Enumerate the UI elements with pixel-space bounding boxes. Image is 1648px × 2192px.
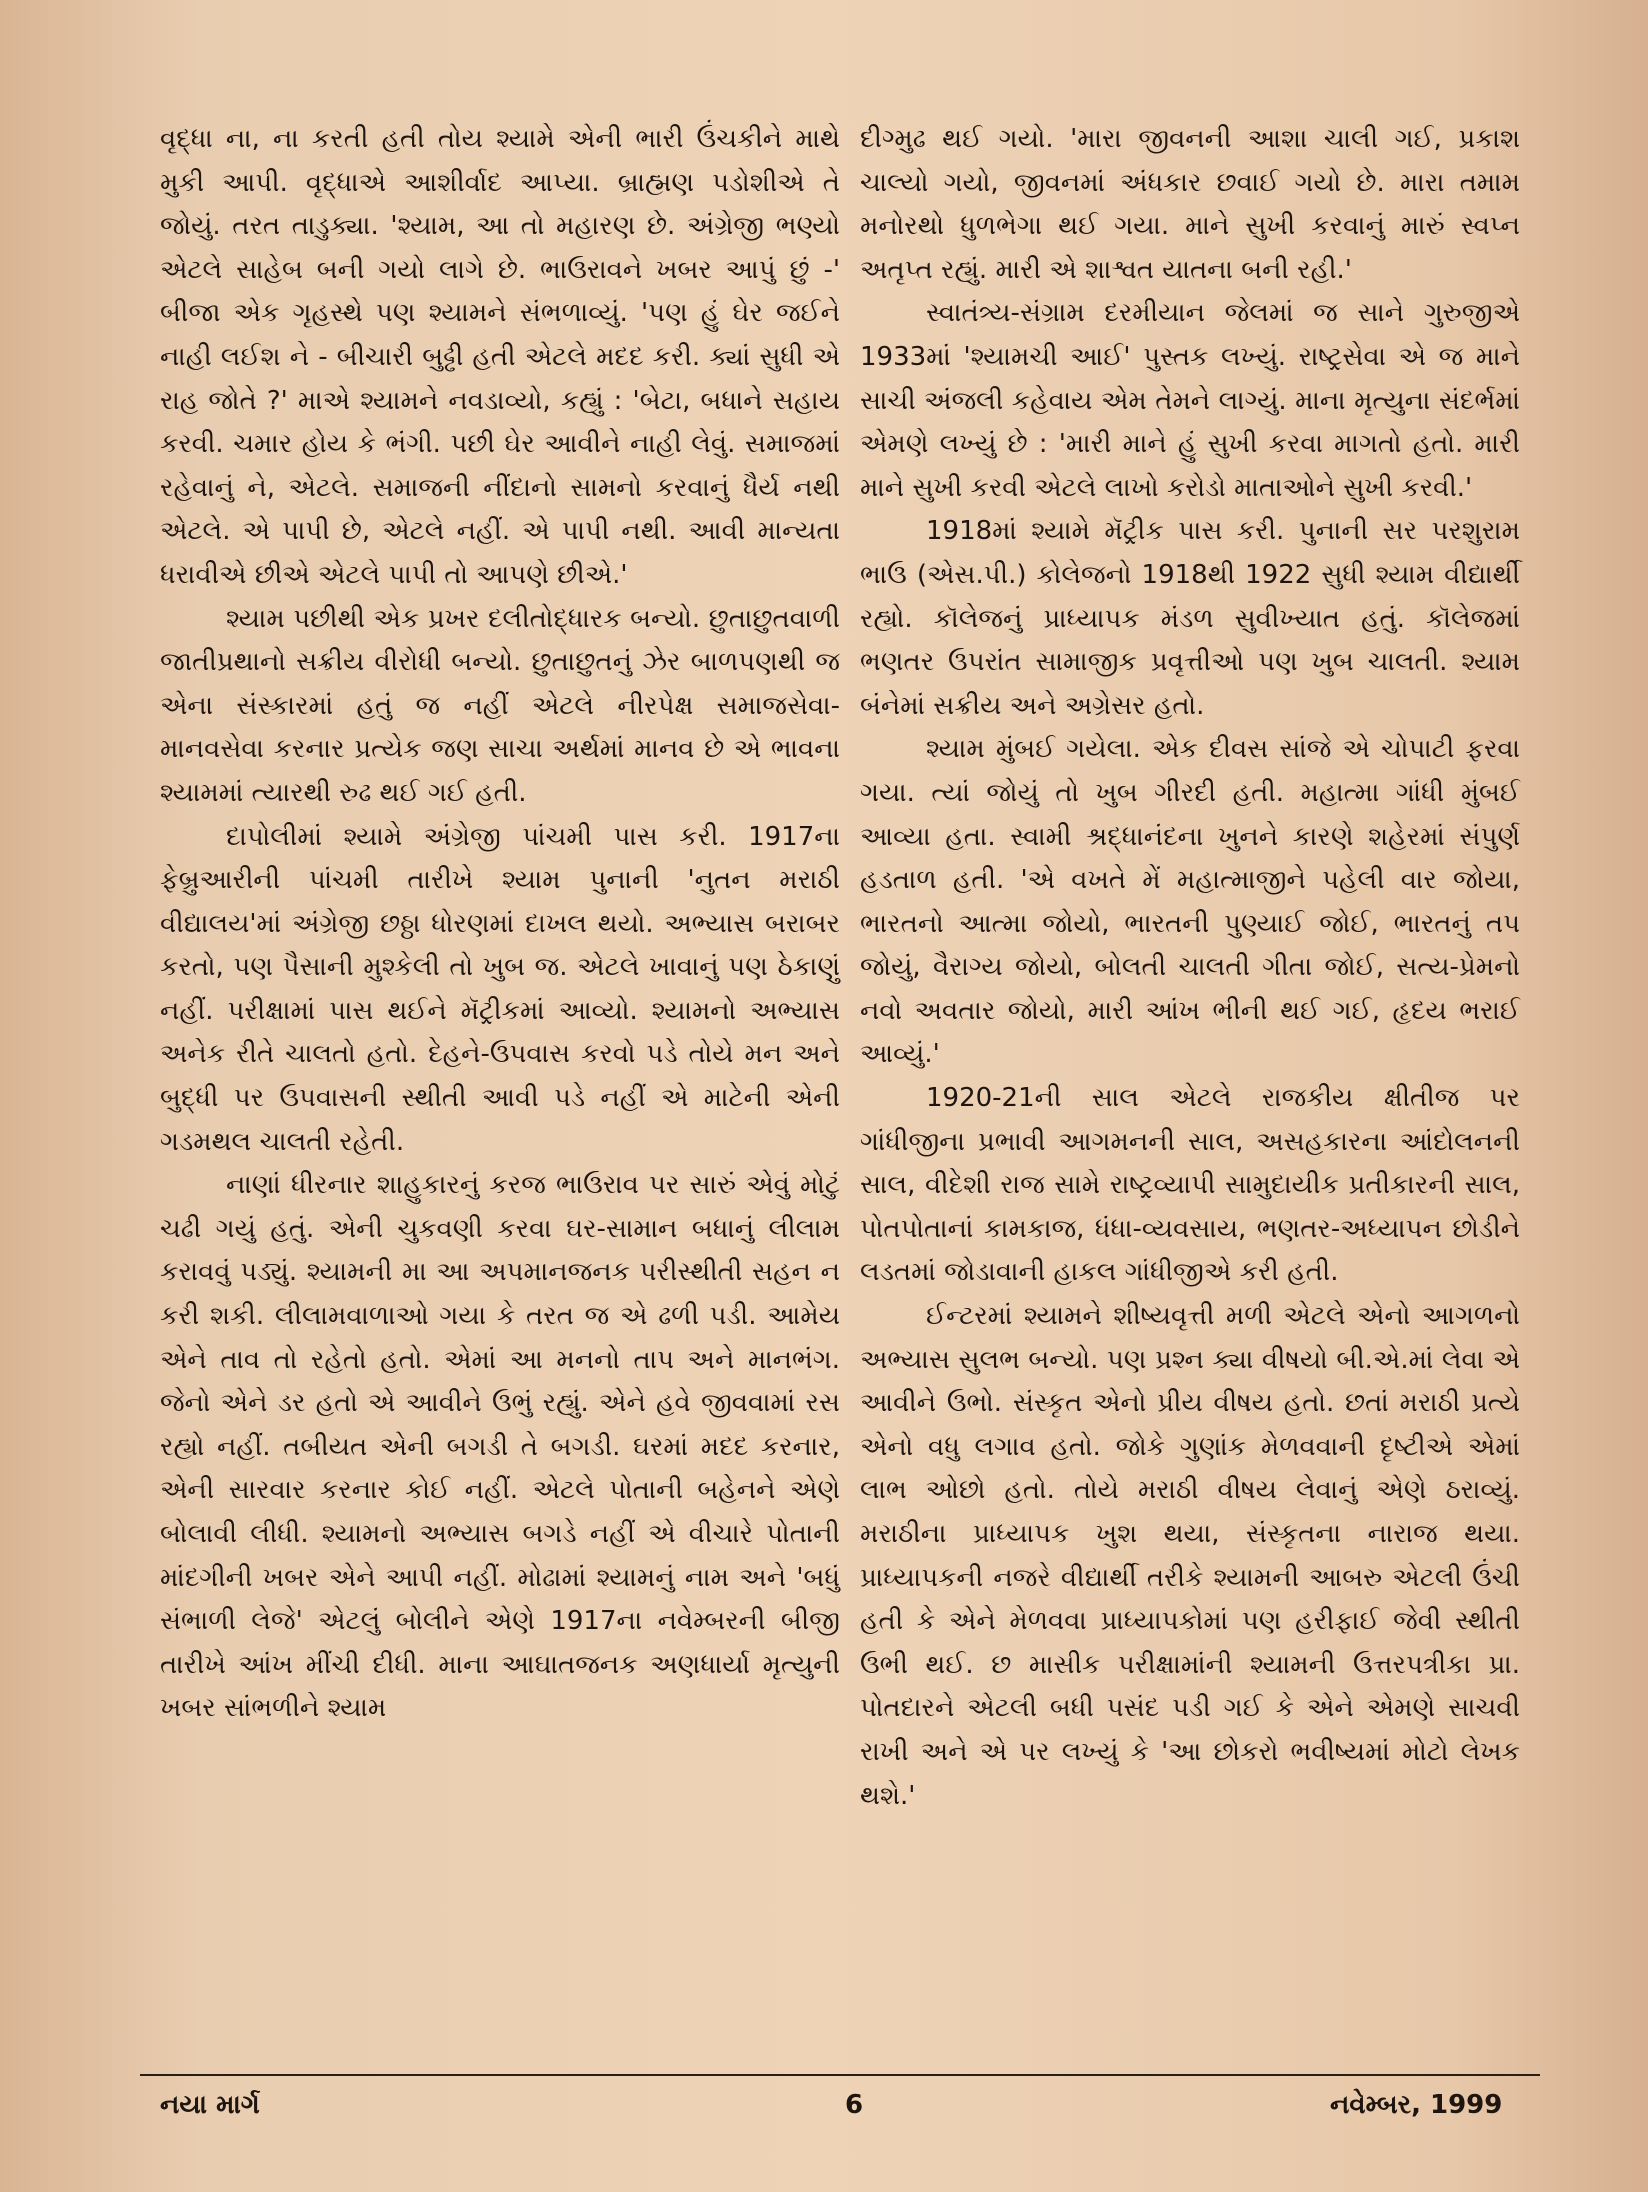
- paragraph: 1920-21ની સાલ એટલે રાજકીય ક્ષીતીજ પર ગાંધીજીના પ્રભાવી આગમનની સાલ, અસહકારના આંદોલનની સાલ, વીદેશી રાજ સામે રાષ્ટ્રવ્યાપી સામુદાયીક પ્રતીકારની સાલ, પોતપોતાનાં કામકાજ, ધંધા-વ્યવસાય, ભણતર-અધ્યાપન છોડીને લડતમાં જોડાવાની હાકલ ગાંધીજીએ કરી હતી.: [860, 1083, 1520, 1288]
- paragraph: શ્યામ પછીથી એક પ્રખર દલીતોદ્ધારક બન્યો. છુતાછુતવાળી જાતીપ્રથાનો સક્રીય વીરોધી બન્યો. છુતાછુતનું ઝેર બાળપણથી જ એના સંસ્કારમાં હતું જ નહીં એટલે નીરપેક્ષ સમાજસેવા- માનવસેવા કરનાર પ્રત્યેક જણ સાચા અર્થમાં માનવ છે એ ભાવના શ્યામમાં ત્યારથી રુઢ થઈ ગઈ હતી.: [160, 603, 840, 808]
- paragraph: નાણાં ધીરનાર શાહુકારનું કરજ ભાઉરાવ પર સારું એવું મોટું ચઢી ગયું હતું. એની ચુકવણી કરવા ઘર-સામાન બધાનું લીલામ કરાવવું પડ્યું. શ્યામની મા આ અપમાનજનક પરીસ્થીતી સહન ન કરી શકી. લીલામવાળાઓ ગયા કે તરત જ એ ઢળી પડી. આમેય એને તાવ તો રહેતો હતો. એમાં આ મનનો તાપ અને માનભંગ. જેનો એને ડર હતો એ આવીને ઉભું રહ્યું. એને હવે જીવવામાં રસ રહ્યો નહીં. તબીયત એની બગડી તે બગડી. ઘરમાં મદદ કરનાર, એની સારવાર કરનાર કોઈ નહીં. એટલે પોતાની બહેનને એણે બોલાવી લીધી. શ્યામનો અભ્યાસ બગડે નહીં એ વીચારે પોતાની માંદગીની ખબર એને આપી નહીં. મોઢામાં શ્યામનું નામ અને 'બધું સંભાળી લેજે' એટલું બોલીને એણે 1917ના નવેમ્બરની બીજી તારીખે આંખ મીંચી દીધી. માના આઘાતજનક અણધાર્યા મૃત્યુની ખબર સાંભળીને શ્યામ: [160, 1170, 840, 1724]
- page-number: 6: [845, 2090, 864, 2120]
- paragraph: દીગ્મુઢ થઈ ગયો. 'મારા જીવનની આશા ચાલી ગઈ, પ્રકાશ ચાલ્યો ગયો, જીવનમાં અંધકાર છવાઈ ગયો છે. મારા તમામ મનોરથો ધુળભેગા થઈ ગયા. માને સુખી કરવાનું મારું સ્વપ્ન અતૃપ્ત રહ્યું. મારી એ શાશ્વત યાતના બની રહી.': [860, 124, 1520, 285]
- issue-date: નવેમ્બર, 1999: [1330, 2090, 1503, 2120]
- right-column: [860, 118, 1520, 1818]
- paragraph: 1918માં શ્યામે મૅટ્રીક પાસ કરી. પુનાની સર પરશુરામ ભાઉ (એસ.પી.) કોલેજનો 1918થી 1922 સુધી શ્યામ વીદ્યાર્થી રહ્યો. કૉલેજનું પ્રાધ્યાપક મંડળ સુવીખ્યાત હતું. કૉલેજમાં ભણતર ઉપરાંત સામાજીક પ્રવૃત્તીઓ પણ ખુબ ચાલતી. શ્યામ બંનેમાં સક્રીય અને અગ્રેસર હતો.: [860, 516, 1520, 721]
- publication-name: નયા માર્ગ: [160, 2090, 260, 2120]
- paragraph: વૃદ્ધા ના, ના કરતી હતી તોય શ્યામે એની ભારી ઉંચકીને માથે મુકી આપી. વૃદ્ધાએ આશીર્વાદ આપ્યા. બ્રાહ્મણ પડોશીએ તે જોયું. તરત તાડુક્યા. 'શ્યામ, આ તો મહારણ છે. અંગ્રેજી ભણ્યો એટલે સાહેબ બની ગયો લાગે છે. ભાઉરાવને ખબર આપું છું -' બીજા એક ગૃહસ્થે પણ શ્યામને સંભળાવ્યું. 'પણ હું ઘેર જઈને નાહી લઈશ ને - બીચારી બુઢ્ઢી હતી એટલે મદદ કરી. ક્યાં સુધી એ રાહ જોતે ?' માએ શ્યામને નવડાવ્યો, કહ્યું : 'બેટા, બધાને સહાય કરવી. ચમાર હોય કે ભંગી. પછી ઘેર આવીને નાહી લેવું. સમાજમાં રહેવાનું ને, એટલે. સમાજની નીંદાનો સામનો કરવાનું ધૈર્ય નથી એટલે. એ પાપી છે, એટલે નહીં. એ પાપી નથી. આવી માન્યતા ધરાવીએ છીએ એટલે પાપી તો આપણે છીએ.': [160, 124, 840, 590]
- paragraph: શ્યામ મુંબઈ ગયેલા. એક દીવસ સાંજે એ ચોપાટી ફરવા ગયા. ત્યાં જોયું તો ખુબ ગીરદી હતી. મહાત્મા ગાંધી મુંબઈ આવ્યા હતા. સ્વામી શ્રદ્ધાનંદના ખુનને કારણે શહેરમાં સંપુર્ણ હડતાળ હતી. 'એ વખતે મેં મહાત્માજીને પહેલી વાર જોયા, ભારતનો આત્મા જોયો, ભારતની પુણ્યાઈ જોઈ, ભારતનું તપ જોયું, વૈરાગ્ય જોયો, બોલતી ચાલતી ગીતા જોઈ, સત્ય-પ્રેમનો નવો અવતાર જોયો, મારી આંખ ભીની થઈ ગઈ, હૃદય ભરાઈ આવ્યું.': [860, 734, 1520, 1070]
- left-column: [160, 118, 840, 1731]
- footer-divider: [140, 2074, 1540, 2076]
- paragraph: સ્વાતંત્ર્ય-સંગ્રામ દરમીયાન જેલમાં જ સાને ગુરુજીએ 1933માં 'શ્યામચી આઈ' પુસ્તક લખ્યું. રાષ્ટ્રસેવા એ જ માને સાચી અંજલી કહેવાય એમ તેમને લાગ્યું. માના મૃત્યુના સંદર્ભમાં એમણે લખ્યું છે : 'મારી માને હું સુખી કરવા માગતો હતો. મારી માને સુખી કરવી એટલે લાખો કરોડો માતાઓને સુખી કરવી.': [860, 298, 1520, 503]
- paragraph: ઈન્ટરમાં શ્યામને શીષ્યવૃત્તી મળી એટલે એનો આગળનો અભ્યાસ સુલભ બન્યો. પણ પ્રશ્ન ક્યા વીષયો બી.એ.માં લેવા એ આવીને ઉભો. સંસ્કૃત એનો પ્રીય વીષય હતો. છતાં મરાઠી પ્રત્યે એનો વધુ લગાવ હતો. જોકે ગુણાંક મેળવવાની દૃષ્ટીએ એમાં લાભ ઓછો હતો. તોયે મરાઠી વીષય લેવાનું એણે ઠરાવ્યું. મરાઠીના પ્રાધ્યાપક ખુશ થયા, સંસ્કૃતના નારાજ થયા. પ્રાધ્યાપકની નજરે વીદ્યાર્થી તરીકે શ્યામની આબરુ એટલી ઉંચી હતી કે એને મેળવવા પ્રાધ્યાપકોમાં પણ હરીફાઈ જેવી સ્થીતી ઉભી થઈ. છ માસીક પરીક્ષામાંની શ્યામની ઉત્તરપત્રીકા પ્રા. પોતદારને એટલી બધી પસંદ પડી ગઈ કે એને એમણે સાચવી રાખી અને એ પર લખ્યું કે 'આ છોકરો ભવીષ્યમાં મોટો લેખક થશે.': [860, 1301, 1520, 1811]
- paragraph: દાપોલીમાં શ્યામે અંગ્રેજી પાંચમી પાસ કરી. 1917ના ફેબ્રુઆરીની પાંચમી તારીખે શ્યામ પુનાની 'નુતન મરાઠી વીદ્યાલય'માં અંગ્રેજી છઠ્ઠા ધોરણમાં દાખલ થયો. અભ્યાસ બરાબર કરતો, પણ પૈસાની મુશ્કેલી તો ખુબ જ. એટલે ખાવાનું પણ ઠેકાણું નહીં. પરીક્ષામાં પાસ થઈને મૅટ્રીકમાં આવ્યો. શ્યામનો અભ્યાસ અનેક રીતે ચાલતો હતો. દેહને-ઉપવાસ કરવો પડે તોયે મન અને બુદ્ધી પર ઉપવાસની સ્થીતી આવી પડે નહીં એ માટેની એની ગડમથલ ચાલતી રહેતી.: [160, 821, 840, 1157]
